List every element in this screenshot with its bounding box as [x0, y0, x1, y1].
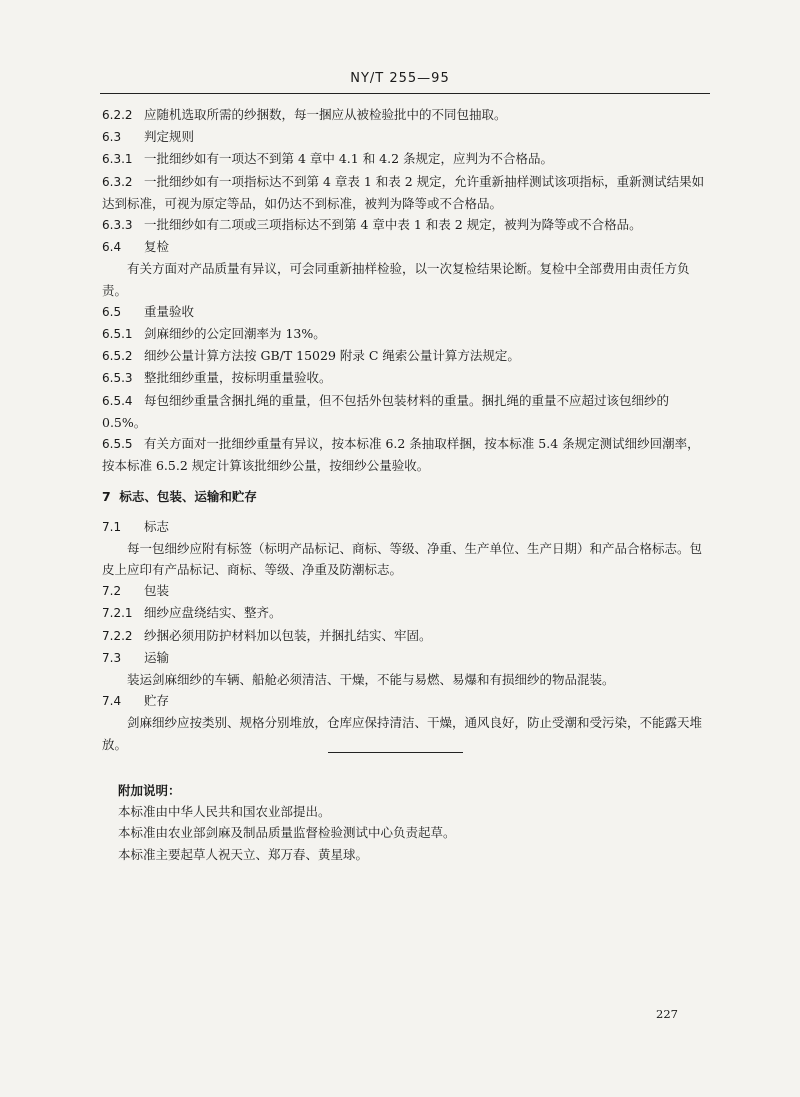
clause-number: 6.3.3: [102, 218, 133, 233]
clause-text: 剑麻细纱的公定回潮率为 13%。: [143, 326, 326, 342]
clause-text: 标志: [143, 518, 169, 534]
clause-number: 6.5.2: [102, 349, 133, 364]
section-divider: [328, 752, 463, 753]
clause-6-5-3: [102, 367, 712, 389]
clause-number: 6.3: [102, 130, 122, 145]
clause-number: 6.3.1: [102, 152, 133, 167]
clause-6-4-body: 有关方面对产品质量有异议，可会同重新抽样检验，以一次复检结果论断。复检中全部费用由责任方负责。: [102, 261, 690, 298]
chapter-7-heading: [102, 486, 712, 507]
clause-number: 6.2.2: [102, 108, 133, 122]
clause-6-3: [102, 126, 712, 148]
clause-number: 7.4: [102, 694, 122, 709]
clause-number: 6.5.4: [102, 393, 133, 408]
clause-7-4-body: 剑麻细纱应按类别、规格分别堆放，仓库应保持清洁、干燥，通风良好，防止受潮和受污染，不能露天堆放。: [102, 715, 703, 752]
main-content: [102, 104, 712, 755]
clause-7-1-body: 每一包细纱应附有标签（标明产品标记、商标、等级、净重、生产单位、生产日期）和产品合格标志。包皮上应印有产品标记、商标、等级、净重及防潮标志。: [102, 540, 703, 578]
clause-text: 一批细纱如有二项或三项指标达不到第 4 章中表 1 和表 2 规定，被判为降等或不合格品。: [143, 217, 642, 233]
clause-6-5-5: [102, 433, 712, 476]
clause-7-2-2: [102, 625, 712, 647]
clause-text: 纱捆必须用防护材料加以包装，并捆扎结实、牢固。: [143, 627, 432, 643]
clause-number: 6.5.1: [102, 327, 133, 342]
clause-text: 细纱公量计算方法按 GB/T 15029 附录 C 绳索公量计算方法规定。: [143, 348, 520, 364]
clause-7-3: [102, 647, 712, 669]
clause-text: 复检: [143, 239, 169, 255]
clause-text: 包装: [143, 583, 169, 599]
clause-text: 细纱应盘绕结实、整齐。: [143, 605, 282, 621]
clause-number: 6.3.2: [102, 174, 133, 189]
chapter-title: 标志、包装、运输和贮存: [119, 489, 257, 505]
clause-number: 6.4: [102, 240, 122, 255]
clause-text: 贮存: [143, 693, 169, 709]
clause-7-2: [102, 580, 712, 602]
chapter-number: 7: [102, 489, 111, 505]
notes-line: 本标准主要起草人祝天立、郑万春、黄星球。: [118, 846, 369, 862]
clause-6-3-1: [102, 148, 712, 170]
clause-text: 重量验收: [143, 303, 194, 319]
clause-number: 7.1: [102, 519, 122, 534]
clause-text: 一批细纱如有一项指标达不到第 4 章表 1 和表 2 规定，允许重新抽样测试该项指标，重新测试结果如达到标准，可视为原定等品，如仍达不到标准，被判为降等或不合格品。: [102, 173, 705, 211]
notes-line: 本标准由农业部剑麻及制品质量监督检验测试中心负责起草。: [118, 825, 456, 841]
clause-text: 运输: [143, 649, 169, 665]
clause-6-3-3: [102, 214, 712, 236]
clause-number: 6.5.5: [102, 437, 133, 452]
clause-number: 7.2.1: [102, 606, 133, 621]
clause-6-5-4: [102, 390, 712, 433]
additional-notes: [118, 780, 698, 865]
clause-text: 整批细纱重量，按标明重量验收。: [143, 370, 332, 386]
page-number: 227: [656, 1007, 678, 1021]
clause-6-5-1: [102, 323, 712, 345]
clause-text: 每包细纱重量含捆扎绳的重量，但不包括外包装材料的重量。捆扎绳的重量不应超过该包细纱的 0.5%。: [102, 392, 669, 430]
standard-code-header: NY/T 255—95: [350, 71, 450, 86]
clause-7-4: [102, 690, 712, 712]
clause-number: 7.2.2: [102, 628, 133, 643]
header-rule: [100, 93, 710, 94]
clause-6-2-2: [102, 104, 712, 126]
notes-line: 本标准由中华人民共和国农业部提出。: [118, 804, 331, 820]
clause-text: 有关方面对一批细纱重量有异议，按本标准 6.2 条抽取样捆，按本标准 5.4 条规定测试细纱回潮率，按本标准 6.5.2 规定计算该批细纱公量，按细纱公量验收。: [102, 436, 700, 474]
clause-7-2-1: [102, 602, 712, 624]
clause-number: 6.5: [102, 304, 122, 319]
clause-6-3-2: [102, 171, 712, 214]
clause-6-5: [102, 301, 712, 323]
clause-text: 应随机选取所需的纱捆数，每一捆应从被检验批中的不同包抽取。: [143, 107, 507, 122]
clause-7-3-body: 装运剑麻细纱的车辆、船舱必须清洁、干燥，不能与易燃、易爆和有损细纱的物品混装。: [127, 672, 615, 688]
clause-number: 6.5.3: [102, 371, 133, 386]
clause-6-4: [102, 236, 712, 258]
clause-number: 7.2: [102, 584, 122, 599]
clause-text: 一批细纱如有一项达不到第 4 章中 4.1 和 4.2 条规定，应判为不合格品。: [143, 151, 554, 167]
clause-text: 判定规则: [143, 129, 194, 145]
notes-title: 附加说明：: [118, 783, 181, 798]
clause-6-5-2: [102, 345, 712, 367]
clause-number: 7.3: [102, 650, 122, 665]
clause-7-1: [102, 516, 712, 538]
